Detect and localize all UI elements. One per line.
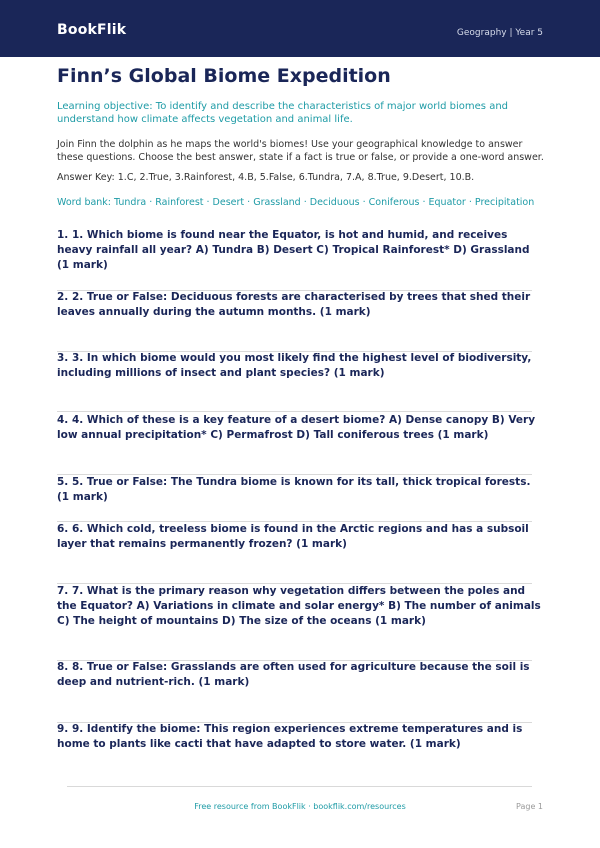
question-2: 2. 2. True or False: Deciduous forests are characterised by trees that shed their leaves annually during the autumn months. (1 mark): [57, 291, 531, 318]
subject-year-label: Geography | Year 5: [456, 28, 543, 38]
question-6: 6. 6. Which cold, treeless biome is found in the Arctic regions and has a subsoil layer that remains permanently frozen? (1 mark): [57, 523, 529, 550]
header-bar: [0, 0, 600, 57]
answer-line: [57, 411, 532, 412]
question-7: 7. 7. What is the primary reason why vegetation differs between the poles and the Equator? A) Variations in climate and solar energy* B) The number of animals C) The height of mountains D) The size of the oceans (1 mark): [57, 585, 541, 627]
page-number: Page 1: [516, 802, 543, 811]
footer-link[interactable]: Free resource from BookFlik · bookflik.com/resources: [194, 802, 406, 811]
brand-logo: BookFlik: [57, 22, 127, 38]
intro-text: Join Finn the dolphin as he maps the world's biomes! Use your geographical knowledge to answer these questions. Choose the best answer, state if a fact is true or false, or provide a one-word answer.: [57, 139, 544, 163]
page-title: Finn’s Global Biome Expedition: [57, 65, 391, 87]
question-3: 3. 3. In which biome would you most likely find the highest level of biodiversity, including millions of insect and plant species? (1 mark): [57, 352, 532, 379]
question-5: 5. 5. True or False: The Tundra biome is known for its tall, thick tropical forests. (1 mark): [57, 476, 531, 503]
question-1: 1. 1. Which biome is found near the Equator, is hot and humid, and receives heavy rainfall all year? A) Tundra B) Desert C) Tropical Rainforest* D) Grassland (1 mark): [57, 229, 530, 271]
word-bank: Word bank: Tundra · Rainforest · Desert · Grassland · Deciduous · Coniferous · Equator · Precipitation: [57, 197, 535, 208]
question-4: 4. 4. Which of these is a key feature of a desert biome? A) Dense canopy B) Very low annual precipitation* C) Permafrost D) Tall coniferous trees (1 mark): [57, 414, 536, 441]
question-8: 8. 8. True or False: Grasslands are often used for agriculture because the soil is deep and nutrient-rich. (1 mark): [57, 661, 530, 688]
answer-key: Answer Key: 1.C, 2.True, 3.Rainforest, 4.B, 5.False, 6.Tundra, 7.A, 8.True, 9.Desert, 10.B.: [57, 172, 475, 183]
question-9: 9. 9. Identify the biome: This region experiences extreme temperatures and is home to plants like cacti that have adapted to store water. (1 mark): [57, 723, 523, 750]
learning-objective: Learning objective: To identify and describe the characteristics of major world biomes and understand how climate affects vegetation and animal life.: [57, 101, 509, 125]
footer-divider: [67, 786, 532, 787]
